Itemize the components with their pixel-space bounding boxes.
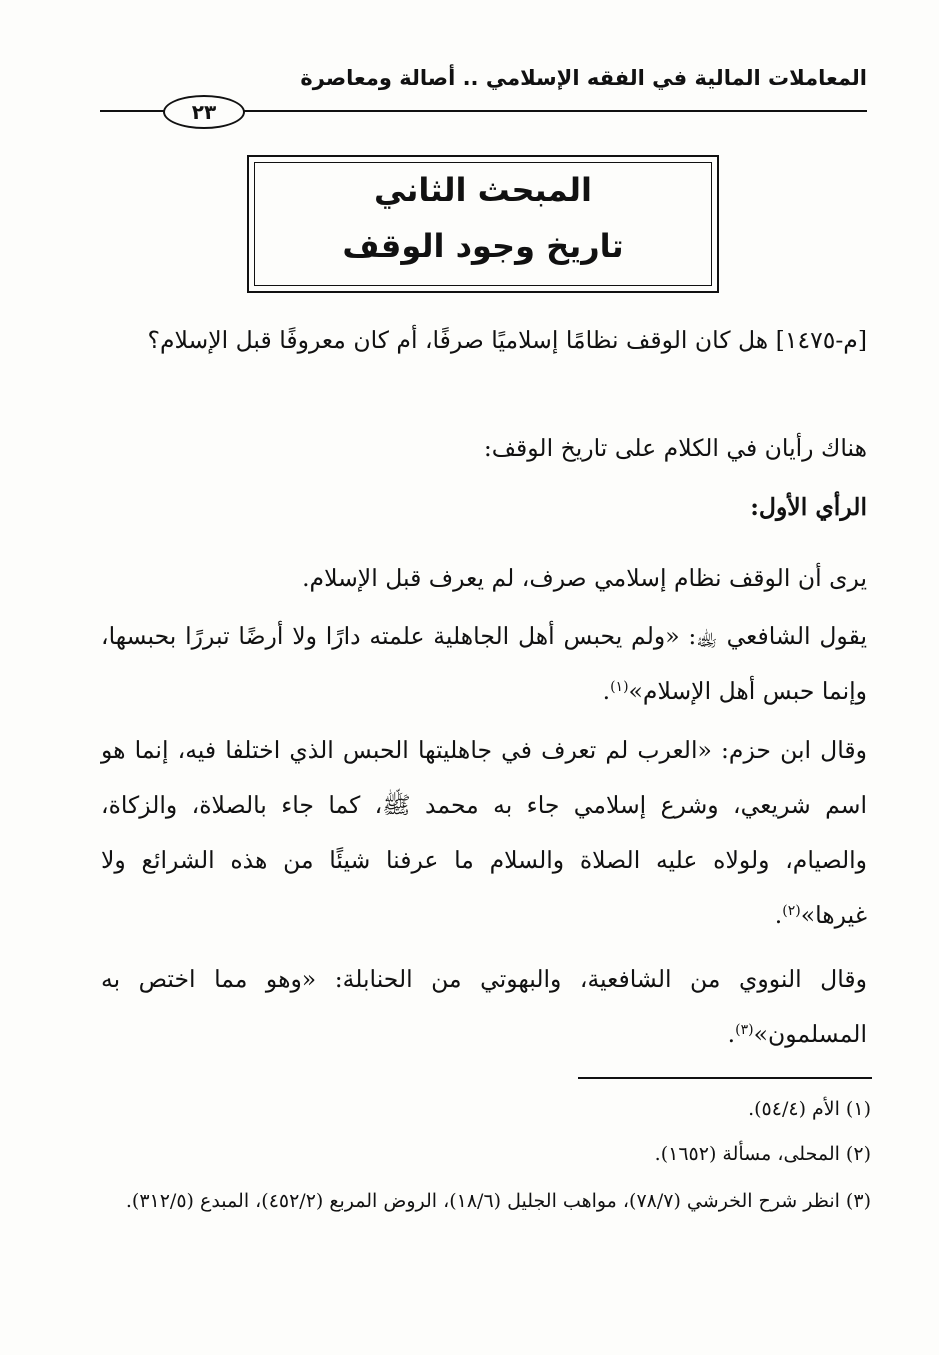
footnote-ref-2: (٢) (782, 903, 801, 919)
section-title: المبحث الثاني (373, 171, 593, 209)
page-number-oval: ٢٣ (163, 95, 245, 129)
heading-first-opinion: الرأي الأول: (750, 493, 867, 521)
paragraph-question: [م-١٤٧٥] هل كان الوقف نظامًا إسلاميًا صرفًا، أم كان معروفًا قبل الإسلام؟ (147, 326, 867, 354)
end-dot: . (774, 901, 783, 929)
paragraph-two-opinions: هناك رأيان في الكلام على تاريخ الوقف: (483, 434, 867, 462)
paragraph-ibn-hazm-quote (101, 723, 867, 943)
running-header-title: المعاملات المالية في الفقه الإسلامي .. أصالة ومعاصرة (300, 66, 867, 90)
paragraph-first-opinion: يرى أن الوقف نظام إسلامي صرف، لم يعرف قبل الإسلام. (302, 564, 867, 592)
end-dot: . (602, 677, 611, 705)
footnote-ref-1: (١) (610, 679, 629, 695)
footnote-separator (578, 1077, 872, 1079)
footnote-2: (٢) المحلى، مسألة (١٦٥٢). (654, 1143, 871, 1165)
ibn-hazm-quote-text: وقال ابن حزم: «العرب لم تعرف في جاهليتها الحبس الذي اختلفا فيه، إنما هو اسم شريعي، وشرع إسلامي جاء به محمد ﷺ، كما جاء بالصلاة، والزكاة، والصيام، ولولاه عليه الصلاة والسلام ما عرفنا شيئًا من هذه الشرائع ولا غيرها» (101, 736, 867, 929)
shafii-quote-text: يقول الشافعي ﵀: «ولم يحبس أهل الجاهلية علمته دارًا ولا أرضًا تبررًا بحبسها، وإنما حبس أهل الإسلام» (101, 622, 867, 705)
section-title-box (247, 155, 719, 293)
footnote-1: (١) الأم (٥٤/٤). (748, 1098, 871, 1120)
nawawi-quote-text: وقال النووي من الشافعية، والبهوتي من الحنابلة: «وهو مما اختص به المسلمون» (101, 965, 867, 1048)
footnote-ref-3: (٣) (735, 1022, 754, 1038)
footnote-3: (٣) انظر شرح الخرشي (٧٨/٧)، مواهب الجليل (١٨/٦)، الروض المربع (٤٥٢/٢)، المبدع (٣١٢/٥). (125, 1190, 871, 1212)
paragraph-shafii-quote (101, 609, 867, 719)
paragraph-nawawi-quote (101, 952, 867, 1062)
section-subtitle: تاريخ وجود الوقف (342, 227, 624, 265)
end-dot: . (727, 1020, 736, 1048)
